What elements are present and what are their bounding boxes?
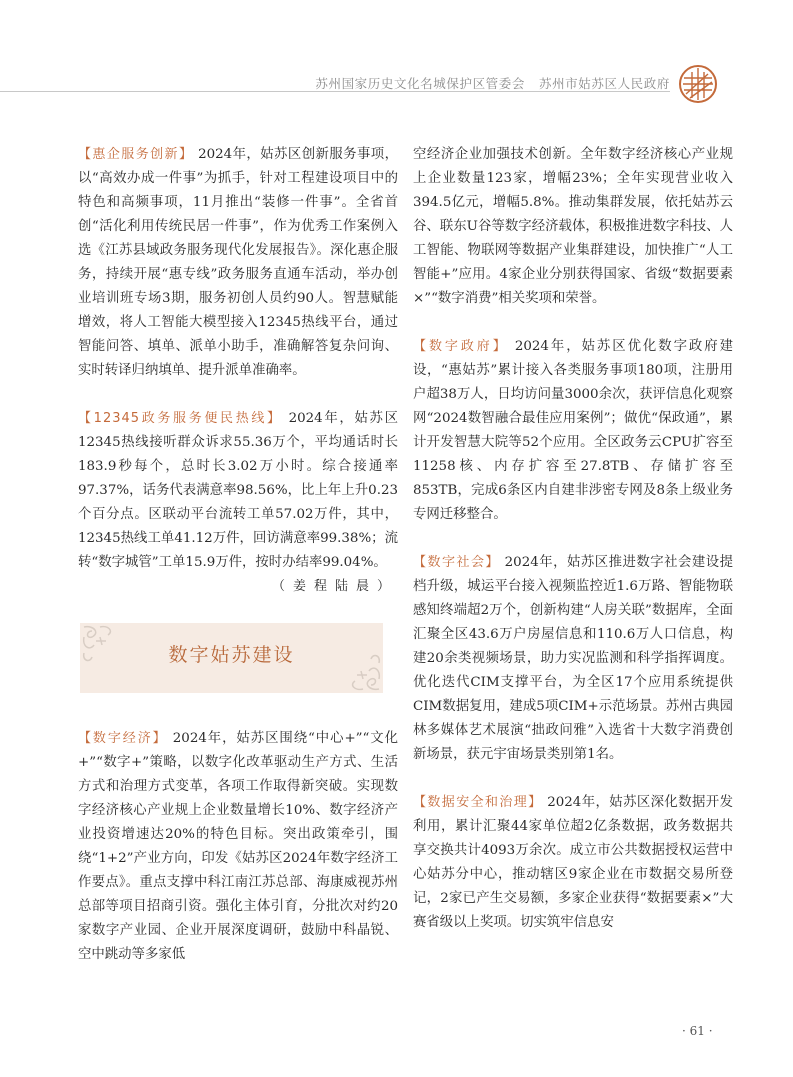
entry-business-service	[78, 143, 398, 383]
author-credit: （姜程陆晨）	[271, 579, 398, 594]
entry-tag: 【数字社会】	[413, 555, 500, 570]
ornament-icon	[333, 649, 383, 693]
entry-tag: 【数字经济】	[78, 731, 168, 746]
entry-text: 2024年，姑苏区围绕“中心+”“文化+”“数字+”策略，以数字化改革驱动生产方式、生活方式和治理方式变革，各项工作取得新突破。实现数字经济核心产业规上企业数量增长10%、数字经济产业投资增速达20%的特色目标。突出政策牵引，围绕“1+2”产业方向，印发《姑苏区2024年数字经济工作要点》。重点支撑中科江南江苏总部、海康威视苏州总部等项目招商引资。强化主体引育，分批次对约20家数字产业园、企业开展深度调研，鼓励中科晶锐、空中跳动等多家低	[78, 731, 398, 962]
header-org-1: 苏州国家历史文化名城保护区管委会	[315, 76, 525, 91]
running-header	[0, 62, 670, 92]
entry-digital-economy	[78, 727, 398, 967]
seal-logo-icon	[678, 64, 718, 104]
entry-text: 2024年，姑苏区创新服务事项，以“高效办成一件事”为抓手，针对工程建设项目中的特色和高频事项，11月推出“装修一件事”。全省首创“活化利用传统民居一件事”，作为优秀工作案例入选《江苏县域政务服务现代化发展报告》。深化惠企服务，持续开展“惠专线”政务服务直通车活动，举办创业培训班专场3期，服务初创人员约90人。智慧赋能增效，将人工智能大模型接入12345热线平台，通过智能问答、填单、派单小助手，准确解答复杂问询、实时转译归纳填单、提升派单准确率。	[78, 147, 398, 378]
entry-text: 2024年，姑苏区12345热线接听群众诉求55.36万个，平均通话时长183.9秒每个，总时长3.02万小时。综合接通率97.37%，话务代表满意率98.56%，比上年上升0.23个百分点。区联动平台流转工单57.02万件，其中，12345热线工单41.12万件，回访满意率99.38%；流转“数字城管”工单15.9万件，按时办结率99.04%。	[78, 411, 398, 570]
header-orgs	[315, 74, 670, 92]
entry-text: 2024年，姑苏区推进数字社会建设提档升级，城运平台接入视频监控近1.6万路、智能物联感知终端超2万个，创新构建“人房关联”数据库，全面汇聚全区43.6万户房屋信息和110.6万人口信息，构建20余类视频场景，助力实况监测和科学指挥调度。优化迭代CIM支撑平台，为全区17个应用系统提供CIM数据复用，建成5项CIM+示范场景。苏州古典园林多媒体艺术展演“拙政问雅”入选省十大数字消费创新场景，获元宇宙场景类别第1名。	[413, 555, 733, 762]
left-column	[78, 143, 398, 991]
entry-tag: 【惠企服务创新】	[78, 147, 194, 162]
entry-12345-hotline	[78, 407, 398, 575]
section-banner	[80, 623, 383, 693]
entry-tag: 【数字政府】	[413, 339, 509, 354]
header-org-2: 苏州市姑苏区人民政府	[538, 76, 670, 91]
entry-digital-government	[413, 335, 733, 527]
header-rule	[0, 91, 670, 92]
page-number: · 61 ·	[682, 1024, 713, 1038]
entry-tag: 【12345政务服务便民热线】	[78, 411, 283, 426]
section-title: 数字姑苏建设	[168, 644, 295, 666]
entry-digital-society	[413, 551, 733, 767]
entry-tag: 【数据安全和治理】	[413, 795, 543, 810]
right-column	[413, 143, 733, 959]
entry-text: 2024年，姑苏区优化数字政府建设，“惠姑苏”累计接入各类服务事项180项，注册用户超38万人，日均访问量3000余次，获评信息化观察网“2024数智融合最佳应用案例”；做优“保政通”，累计开发智慧大院等52个应用。全区政务云CPU扩容至11258核、内存扩容至27.8TB、存储扩容至853TB，完成6条区内自建非涉密专网及8条上级业务专网迁移整合。	[413, 339, 733, 522]
entry-text: 2024年，姑苏区深化数据开发利用，累计汇聚44家单位超2亿条数据，政务数据共享交换共计4093万余次。成立市公共数据授权运营中心姑苏分中心，推动辖区9家企业在市数据交易所登记，2家已产生交易额，多家企业获得“数据要素×”大赛省级以上奖项。切实筑牢信息安	[413, 795, 733, 930]
entry-digital-economy-continued: 空经济企业加强技术创新。全年数字经济核心产业规上企业数量123家，增幅23%；全年实现营业收入394.5亿元，增幅5.8%。推动集群发展，依托姑苏云谷、联东U谷等数字经济载体，积极推进数字科技、人工智能、物联网等数据产业集群建设，加快推广“人工智能+”应用。4家企业分别获得国家、省级“数据要素×”“数字消费”相关奖项和荣誉。	[413, 147, 733, 306]
entry-data-security	[413, 791, 733, 935]
